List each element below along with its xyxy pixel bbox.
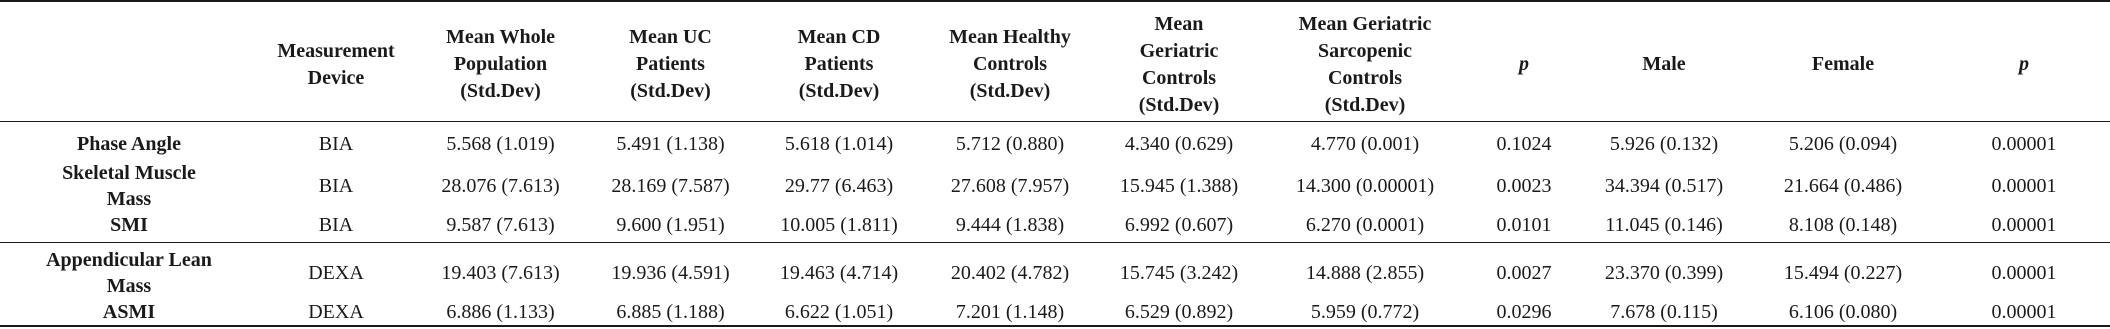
table-cell: 6.622 (1.051) — [754, 299, 924, 326]
column-header-line: Controls — [1327, 66, 1403, 89]
row-label-line: Phase Angle — [77, 133, 181, 155]
column-header — [1748, 1, 1938, 122]
table-cell: 6.106 (0.080) — [1748, 299, 1938, 326]
column-header-line: Sarcopenic — [1317, 39, 1413, 62]
table-cell: 6.529 (0.892) — [1096, 299, 1262, 326]
row-label — [0, 243, 258, 300]
column-header — [1262, 1, 1468, 122]
table-cell: 7.678 (0.115) — [1580, 299, 1748, 326]
table-row — [0, 243, 2110, 300]
table-cell: 0.0027 — [1496, 262, 1552, 284]
table-cell: 27.608 (7.957) — [950, 175, 1070, 197]
table-cell: 14.300 (0.00001) — [1295, 175, 1435, 197]
column-header — [258, 1, 414, 122]
column-header-line: Mean Geriatric — [1298, 12, 1432, 35]
column-header-line: Female — [1811, 53, 1875, 75]
column-header-line: Patients — [804, 53, 874, 75]
table-body — [0, 122, 2110, 327]
table-cell: 0.1024 — [1496, 133, 1552, 155]
column-header-line: Geriatric — [1139, 39, 1219, 62]
table-cell: 0.0101 — [1468, 212, 1580, 243]
table-cell: 5.926 (0.132) — [1609, 133, 1719, 155]
row-label — [0, 212, 258, 243]
table-row — [0, 212, 2110, 243]
column-header — [1096, 1, 1262, 122]
column-header — [924, 1, 1096, 122]
table-cell: 28.169 (7.587) — [611, 175, 730, 197]
table-cell: 6.270 (0.0001) — [1262, 212, 1468, 243]
table-cell: 5.568 (1.019) — [446, 133, 555, 155]
row-label-line: SMI — [110, 214, 148, 236]
table-cell: 9.600 (1.951) — [587, 212, 754, 243]
table-cell: 0.00001 — [1991, 262, 2057, 284]
table-cell: 0.00001 — [1991, 133, 2057, 155]
table-cell: 9.444 (1.838) — [924, 212, 1096, 243]
table-cell: 0.0023 — [1496, 175, 1552, 197]
table-cell: 5.712 (0.880) — [955, 133, 1065, 155]
table-cell: 4.340 (0.629) — [1124, 133, 1234, 155]
column-header-line: (Std.Dev) — [798, 80, 880, 102]
row-label — [0, 299, 258, 326]
row-label-line: Mass — [106, 275, 152, 297]
column-header-line: Mean CD — [797, 26, 881, 48]
table-cell: 5.491 (1.138) — [616, 133, 725, 155]
table-cell: 0.00001 — [1938, 299, 2110, 326]
column-header-line: Controls — [972, 53, 1048, 75]
column-header — [1938, 1, 2110, 122]
table-cell: 9.587 (7.613) — [414, 212, 587, 243]
row-label-line: ASMI — [102, 301, 156, 323]
column-header-line: Mean UC — [629, 26, 712, 48]
column-header-line: (Std.Dev) — [460, 80, 541, 102]
table-cell: 0.00001 — [1938, 212, 2110, 243]
table-row — [0, 122, 2110, 161]
table-cell: 19.463 (4.714) — [779, 262, 899, 284]
column-header-line: Mean Whole — [445, 26, 556, 48]
column-header-line: Mean — [1154, 12, 1204, 35]
column-header-line: (Std.Dev) — [969, 80, 1051, 102]
row-label-line: Skeletal Muscle — [62, 162, 196, 184]
table-cell: 15.945 (1.388) — [1119, 175, 1239, 197]
table-cell: 14.888 (2.855) — [1305, 262, 1425, 284]
table-cell: 6.886 (1.133) — [414, 299, 587, 326]
table-cell: 0.0296 — [1468, 299, 1580, 326]
table-cell: DEXA — [258, 299, 414, 326]
table-row — [0, 160, 2110, 212]
column-header-line: Patients — [636, 53, 705, 75]
row-label-line: Mass — [106, 188, 152, 210]
table-row — [0, 299, 2110, 326]
column-header-line: p — [1519, 53, 1529, 75]
column-header-line: Controls — [1141, 66, 1217, 89]
table-cell: 29.77 (6.463) — [784, 175, 894, 197]
column-header-line: Mean Healthy — [949, 26, 1071, 48]
table-cell: 15.494 (0.227) — [1783, 262, 1903, 284]
table-cell: 6.885 (1.188) — [587, 299, 754, 326]
table-cell: 5.618 (1.014) — [784, 133, 894, 155]
column-header-line: Male — [1642, 53, 1686, 75]
table-cell: 10.005 (1.811) — [754, 212, 924, 243]
table-cell: 21.664 (0.486) — [1783, 175, 1903, 197]
column-header — [0, 1, 258, 122]
column-header-line: p — [2019, 53, 2029, 75]
table-cell: 23.370 (0.399) — [1604, 262, 1724, 284]
table-cell: 6.992 (0.607) — [1096, 212, 1262, 243]
row-label-line: Appendicular Lean — [46, 249, 212, 271]
column-header-line: Population — [453, 53, 548, 75]
column-header-line: Device — [307, 66, 365, 89]
table-cell: BIA — [318, 133, 354, 155]
header-row — [0, 1, 2110, 122]
table-cell: 5.206 (0.094) — [1788, 133, 1898, 155]
table-cell: 5.959 (0.772) — [1262, 299, 1468, 326]
column-header-line: (Std.Dev) — [1324, 93, 1406, 116]
table-cell: 19.403 (7.613) — [441, 262, 560, 284]
column-header — [587, 1, 754, 122]
table-cell: BIA — [318, 175, 354, 197]
table-cell: 34.394 (0.517) — [1604, 175, 1724, 197]
column-header-line: (Std.Dev) — [630, 80, 711, 102]
table-cell: 28.076 (7.613) — [441, 175, 560, 197]
table-cell: 4.770 (0.001) — [1310, 133, 1420, 155]
column-header-line: (Std.Dev) — [1138, 93, 1220, 116]
row-label — [0, 122, 258, 161]
row-label — [0, 160, 258, 212]
column-header — [1468, 1, 1580, 122]
column-header — [414, 1, 587, 122]
table-cell: 19.936 (4.591) — [611, 262, 730, 284]
table-cell: 15.745 (3.242) — [1119, 262, 1239, 284]
column-header-line: Measurement — [277, 39, 395, 62]
table-cell: DEXA — [308, 262, 364, 284]
column-header — [754, 1, 924, 122]
table-cell: 0.00001 — [1991, 175, 2057, 197]
table-cell: 7.201 (1.148) — [924, 299, 1096, 326]
table-cell: 8.108 (0.148) — [1748, 212, 1938, 243]
table-cell: 11.045 (0.146) — [1580, 212, 1748, 243]
column-header — [1580, 1, 1748, 122]
table-cell: BIA — [258, 212, 414, 243]
table-cell: 20.402 (4.782) — [950, 262, 1070, 284]
